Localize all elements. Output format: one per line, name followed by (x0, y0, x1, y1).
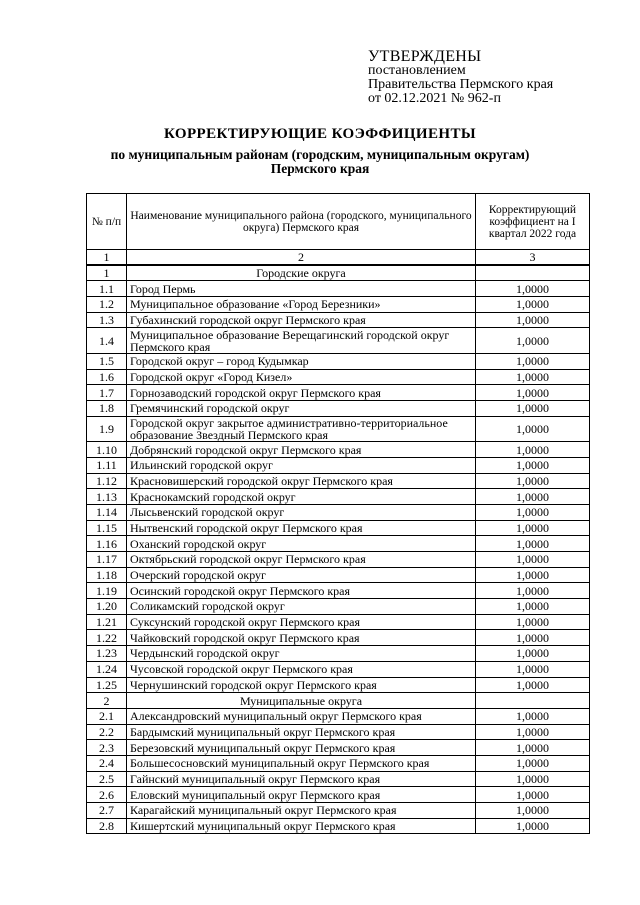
table-row (87, 312, 590, 328)
row-value: 1,0000 (476, 724, 590, 740)
row-name: Муниципальное образование «Город Березники» (127, 297, 476, 313)
row-name: Оханский городской округ (127, 536, 476, 552)
row-name: Чернушинский городской округ Пермского края (127, 677, 476, 693)
row-num: 1.24 (87, 661, 127, 677)
row-num: 1.12 (87, 473, 127, 489)
table-row (87, 803, 590, 819)
row-num: 2.4 (87, 755, 127, 771)
row-value: 1,0000 (476, 818, 590, 834)
row-num: 1.15 (87, 520, 127, 536)
row-name: Красновишерский городской округ Пермского края (127, 473, 476, 489)
row-num: 1.20 (87, 599, 127, 615)
document-subtitle (0, 148, 640, 176)
row-num: 2.5 (87, 771, 127, 787)
table-row (87, 473, 590, 489)
row-value: 1,0000 (476, 755, 590, 771)
row-value: 1,0000 (476, 297, 590, 313)
row-num: 2.8 (87, 818, 127, 834)
header-num: № п/п (87, 194, 127, 250)
row-value: 1,0000 (476, 401, 590, 417)
header-name: Наименование муниципального района (городского, муниципального округа) Пермского края (127, 194, 476, 250)
subtitle-line-2: Пермского края (270, 161, 370, 176)
approval-line-3: Правительства Пермского края (368, 77, 554, 92)
row-name: Горнозаводский городской округ Пермского края (127, 385, 476, 401)
row-num: 1.9 (87, 416, 127, 442)
row-value: 1,0000 (476, 630, 590, 646)
row-value: 1,0000 (476, 442, 590, 458)
row-name: Карагайский муниципальный округ Пермского края (127, 803, 476, 819)
row-num: 1.8 (87, 401, 127, 417)
row-name: Городской округ закрытое административно-территориальное образование Звездный Пермского края (127, 416, 476, 442)
row-num: 1.19 (87, 583, 127, 599)
row-name: Лысьвенский городской округ (127, 504, 476, 520)
row-value: 1,0000 (476, 385, 590, 401)
table-row (87, 281, 590, 297)
row-name: Чусовской городской округ Пермского края (127, 661, 476, 677)
section-title: Муниципальные округа (127, 693, 476, 709)
col-number-1: 1 (87, 250, 127, 266)
table-row (87, 583, 590, 599)
row-name: Гремячинский городской округ (127, 401, 476, 417)
section-title: Городские округа (127, 265, 476, 281)
row-value: 1,0000 (476, 787, 590, 803)
section-num: 1 (87, 265, 127, 281)
row-name: Кишертский муниципальный округ Пермского края (127, 818, 476, 834)
table-row (87, 630, 590, 646)
table-row (87, 385, 590, 401)
section-num: 2 (87, 693, 127, 709)
row-name: Березовский муниципальный округ Пермского края (127, 740, 476, 756)
row-num: 1.5 (87, 353, 127, 369)
row-value: 1,0000 (476, 328, 590, 354)
row-name: Еловский муниципальный округ Пермского края (127, 787, 476, 803)
row-num: 2.6 (87, 787, 127, 803)
table-row (87, 755, 590, 771)
row-num: 2.7 (87, 803, 127, 819)
row-value: 1,0000 (476, 646, 590, 662)
document-title: КОРРЕКТИРУЮЩИЕ КОЭФФИЦИЕНТЫ (163, 126, 477, 142)
row-name: Осинский городской округ Пермского края (127, 583, 476, 599)
row-name: Краснокамский городской округ (127, 489, 476, 505)
table-row (87, 646, 590, 662)
table-row (87, 677, 590, 693)
table-row (87, 328, 590, 354)
section-row (87, 265, 590, 281)
row-num: 1.21 (87, 614, 127, 630)
table-row (87, 369, 590, 385)
row-num: 1.1 (87, 281, 127, 297)
table-row (87, 297, 590, 313)
row-name: Александровский муниципальный округ Пермского края (127, 708, 476, 724)
subtitle-line-1: по муниципальным районам (городским, муниципальным округам) (110, 147, 530, 162)
table-row (87, 442, 590, 458)
row-value: 1,0000 (476, 504, 590, 520)
row-name: Добрянский городской округ Пермского края (127, 442, 476, 458)
column-numbers-row (87, 250, 590, 266)
row-value: 1,0000 (476, 353, 590, 369)
row-value: 1,0000 (476, 583, 590, 599)
row-name: Очерский городской округ (127, 567, 476, 583)
row-name: Гайнский муниципальный округ Пермского края (127, 771, 476, 787)
table-row (87, 457, 590, 473)
row-value: 1,0000 (476, 771, 590, 787)
table-row (87, 599, 590, 615)
row-value: 1,0000 (476, 567, 590, 583)
row-num: 1.11 (87, 457, 127, 473)
table-row (87, 536, 590, 552)
row-value: 1,0000 (476, 708, 590, 724)
row-name: Муниципальное образование Верещагинский городской округ Пермского края (127, 328, 476, 354)
row-value: 1,0000 (476, 489, 590, 505)
row-name: Соликамский городской округ (127, 599, 476, 615)
table-row (87, 787, 590, 803)
table-row (87, 771, 590, 787)
row-name: Городской округ «Город Кизел» (127, 369, 476, 385)
col-number-3: 3 (476, 250, 590, 266)
row-name: Город Пермь (127, 281, 476, 297)
approval-line-4: от 02.12.2021 № 962-п (368, 91, 501, 106)
row-num: 1.17 (87, 552, 127, 568)
table-row (87, 520, 590, 536)
row-num: 2.2 (87, 724, 127, 740)
row-num: 1.10 (87, 442, 127, 458)
row-num: 1.3 (87, 312, 127, 328)
col-number-2: 2 (127, 250, 476, 266)
row-value: 1,0000 (476, 281, 590, 297)
row-num: 1.22 (87, 630, 127, 646)
row-name: Чердынский городской округ (127, 646, 476, 662)
row-num: 1.18 (87, 567, 127, 583)
row-name: Большесосновский муниципальный округ Пермского края (127, 755, 476, 771)
row-name: Городской округ – город Кудымкар (127, 353, 476, 369)
row-value: 1,0000 (476, 803, 590, 819)
coefficients-table (86, 193, 590, 834)
row-name: Бардымский муниципальный округ Пермского края (127, 724, 476, 740)
row-num: 1.2 (87, 297, 127, 313)
table-row (87, 661, 590, 677)
row-value: 1,0000 (476, 312, 590, 328)
row-num: 2.1 (87, 708, 127, 724)
row-value: 1,0000 (476, 473, 590, 489)
row-name: Нытвенский городской округ Пермского края (127, 520, 476, 536)
row-num: 1.23 (87, 646, 127, 662)
table-row (87, 489, 590, 505)
row-name: Суксунский городской округ Пермского края (127, 614, 476, 630)
row-name: Губахинский городской округ Пермского края (127, 312, 476, 328)
table-row (87, 708, 590, 724)
row-value: 1,0000 (476, 661, 590, 677)
row-num: 1.16 (87, 536, 127, 552)
approval-title: УТВЕРЖДЕНЫ (368, 48, 482, 65)
table-row (87, 740, 590, 756)
row-value: 1,0000 (476, 614, 590, 630)
row-name: Октябрьский городской округ Пермского края (127, 552, 476, 568)
table-row (87, 401, 590, 417)
row-value: 1,0000 (476, 677, 590, 693)
approval-line-2: постановлением (368, 63, 466, 78)
row-num: 1.14 (87, 504, 127, 520)
row-num: 1.7 (87, 385, 127, 401)
table-row (87, 724, 590, 740)
row-name: Ильинский городской округ (127, 457, 476, 473)
row-num: 2.3 (87, 740, 127, 756)
table-row (87, 567, 590, 583)
table-row (87, 614, 590, 630)
row-value: 1,0000 (476, 740, 590, 756)
row-value: 1,0000 (476, 520, 590, 536)
header-coef: Корректирующий коэффициент на I квартал 2022 года (476, 194, 590, 250)
row-num: 1.25 (87, 677, 127, 693)
section-empty-cell (476, 693, 590, 709)
table-row (87, 353, 590, 369)
approval-stamp (368, 50, 630, 106)
table-row (87, 552, 590, 568)
row-value: 1,0000 (476, 536, 590, 552)
row-value: 1,0000 (476, 457, 590, 473)
table-row (87, 504, 590, 520)
row-num: 1.6 (87, 369, 127, 385)
row-value: 1,0000 (476, 369, 590, 385)
section-row (87, 693, 590, 709)
row-value: 1,0000 (476, 416, 590, 442)
row-name: Чайковский городской округ Пермского края (127, 630, 476, 646)
row-value: 1,0000 (476, 599, 590, 615)
section-empty-cell (476, 265, 590, 281)
row-num: 1.4 (87, 328, 127, 354)
table-row (87, 416, 590, 442)
table-row (87, 818, 590, 834)
row-value: 1,0000 (476, 552, 590, 568)
row-num: 1.13 (87, 489, 127, 505)
